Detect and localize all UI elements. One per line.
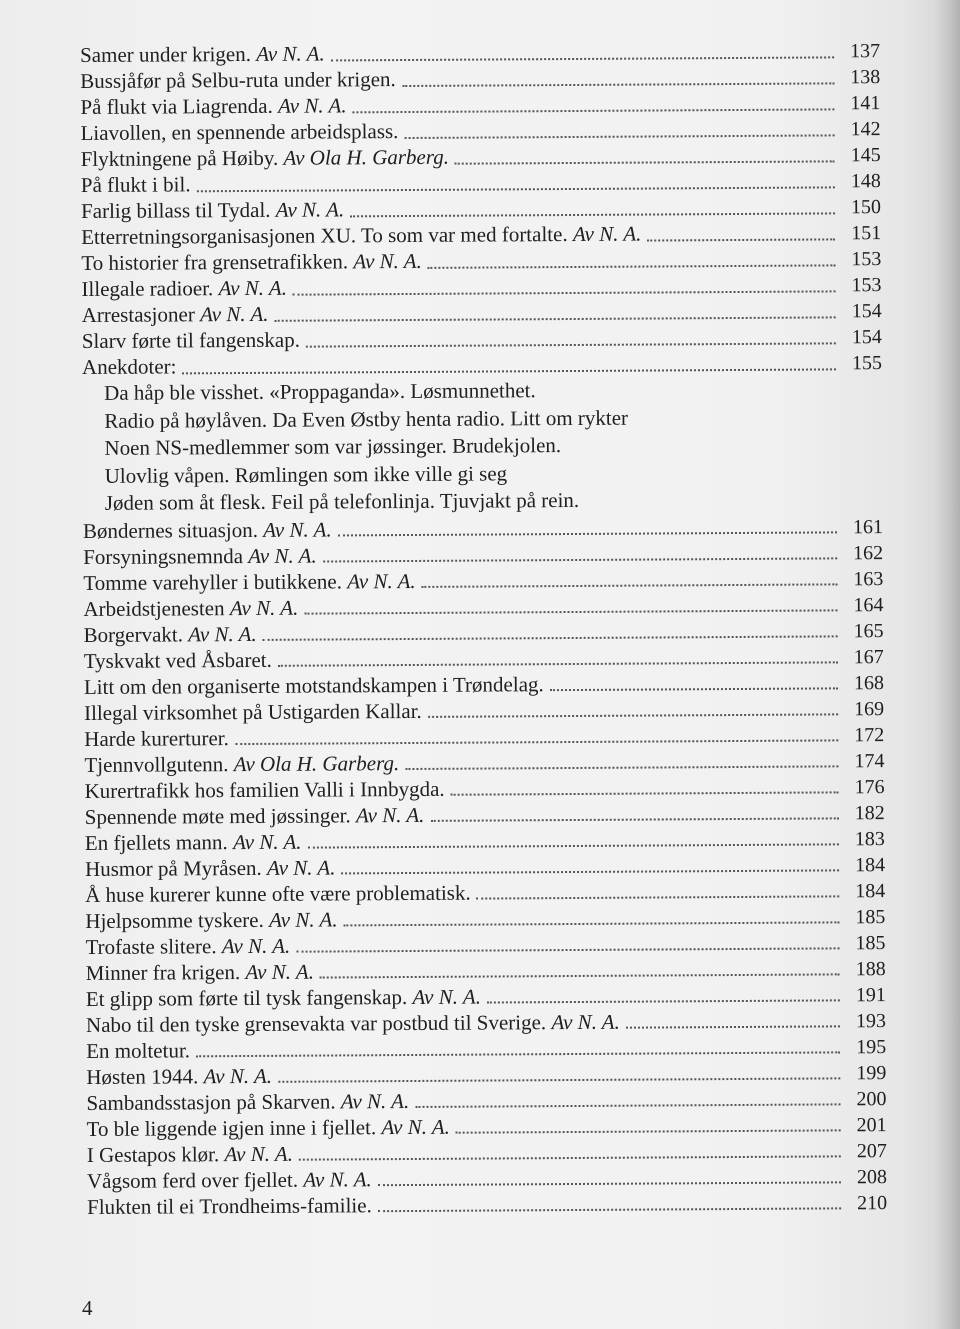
toc-entry-author: Av N. A. — [218, 275, 288, 301]
toc-entry-page: 176 — [854, 776, 885, 799]
anecdote-line: Da håp ble visshet. «Proppaganda». Løsmunnethet. — [104, 378, 536, 405]
toc-entry-page: 142 — [850, 118, 881, 141]
toc-entry-title-line — [86, 1063, 272, 1090]
dot-leader — [378, 1181, 841, 1187]
toc-entry-title-line — [82, 301, 269, 328]
dot-leader — [304, 609, 837, 615]
toc-entry-author: Av N. A. — [232, 829, 302, 855]
toc-entry-page: 150 — [850, 196, 882, 219]
toc-entry-title-line — [85, 854, 336, 882]
toc-entry-page: 153 — [851, 274, 882, 297]
toc-entry-page: 163 — [853, 568, 884, 591]
toc-entry-title-line — [81, 248, 422, 276]
toc-entry-page: 165 — [853, 620, 884, 643]
toc-entry-page: 162 — [853, 542, 884, 565]
dot-leader — [182, 367, 836, 374]
dot-leader — [405, 765, 838, 771]
dot-leader — [275, 315, 836, 321]
toc-entry-title-line — [85, 933, 290, 960]
toc-entry-title: Samer under krigen. — [80, 41, 252, 67]
dot-leader — [344, 921, 840, 927]
toc-entry-title: Høsten 1944. — [86, 1064, 199, 1089]
dot-leader — [477, 895, 840, 900]
toc-entry-title-line — [87, 1114, 450, 1142]
toc-entry-author: Av N. A. — [203, 1063, 273, 1089]
toc-entry-author: Av Ola H. Garberg. — [233, 751, 400, 777]
toc-entry-title-line — [86, 1037, 190, 1064]
toc-entry-title: På flukt i bil. — [80, 172, 191, 197]
toc-entry-title-line — [84, 750, 399, 778]
toc-entry-title-line — [84, 698, 422, 726]
toc-entry-title-line — [85, 802, 425, 830]
toc-entry-title-line — [82, 327, 300, 354]
toc-entry-title: To ble liggende igjen inne i fjellet. — [86, 1115, 377, 1141]
toc-entry-page: 207 — [856, 1140, 887, 1163]
anecdote-line: Jøden som åt flesk. Feil på telefonlinja. Tjuvjakt på rein. — [104, 488, 580, 516]
dot-leader — [428, 713, 838, 719]
toc-entry-title: Et glipp som førte til tysk fangenskap. — [85, 984, 408, 1011]
toc-entry-author: Av N. A. — [412, 984, 481, 1009]
page-number: 4 — [82, 1296, 93, 1320]
toc-entry-page: 145 — [850, 144, 881, 167]
dot-leader — [308, 843, 839, 849]
toc-entry-title-line — [83, 516, 332, 544]
toc-entry-page: 184 — [855, 880, 886, 903]
toc-entry-title: Å huse kurerer kunne ofte være problematisk. — [85, 880, 471, 907]
dot-leader — [278, 661, 838, 667]
page-edge-shadow — [934, 0, 960, 1329]
toc-entry-author: Av N. A. — [263, 517, 332, 542]
toc-entry-page: 195 — [856, 1036, 887, 1059]
toc-entry-author: Av N. A. — [269, 907, 338, 932]
toc-entry-title: Sambandsstasjon på Skarven. — [86, 1089, 336, 1115]
toc-entry-page: 172 — [854, 724, 885, 747]
toc-entry-author: Av N. A. — [381, 1114, 450, 1140]
dot-leader — [299, 1155, 841, 1161]
toc-entry-title: Forsyningsnemnda — [83, 543, 244, 569]
toc-entry-title-line — [83, 595, 298, 622]
toc-entry-author: Av N. A. — [551, 1009, 620, 1035]
dot-leader — [404, 133, 834, 139]
toc-entry-title: Farlig billass til Tydal. — [80, 197, 271, 223]
dot-leader — [196, 1051, 840, 1058]
toc-entry-title-line — [80, 92, 346, 120]
toc-entry-title-line — [84, 647, 272, 674]
toc-entry-title: Liavollen, en spennende arbeidsplass. — [80, 119, 399, 145]
anecdote-line: Ulovlig våpen. Rømlingen som ikke ville gi seg — [104, 461, 508, 488]
dot-leader — [320, 973, 840, 979]
dot-leader — [338, 531, 837, 537]
dot-leader — [350, 211, 835, 217]
dot-leader — [235, 739, 838, 746]
dot-leader — [550, 687, 838, 692]
toc-entry-title: Etterretningsorganisasjonen XU. To som var med fortalte. — [81, 222, 568, 249]
toc-entry-title-line — [82, 353, 177, 380]
dot-leader — [353, 107, 835, 113]
toc-entry-author: Av N. A. — [248, 543, 317, 568]
toc-entry-author: Av N. A. — [245, 959, 314, 984]
dot-leader — [451, 791, 839, 796]
toc-entry-title: Spennende møte med jøssinger. — [84, 803, 351, 829]
toc-entry-page: 154 — [851, 326, 882, 349]
toc-entry — [87, 1189, 887, 1220]
dot-leader — [428, 263, 836, 268]
toc-entry-author: Av N. A. — [199, 301, 269, 327]
toc-entry-title-line — [84, 725, 229, 752]
toc-entry-title-line — [80, 66, 396, 94]
toc-entry-title: Flukten til ei Trondheims-familie. — [87, 1193, 372, 1219]
toc-entry-title-line — [81, 144, 449, 172]
toc-entry-title: Tyskvakt ved Åsbaret. — [83, 647, 272, 673]
toc-entry-page: 151 — [851, 222, 882, 245]
toc-entry-title: Vågsom ferd over fjellet. — [86, 1167, 299, 1193]
toc-entry-title-line — [85, 829, 302, 856]
toc-entry-page: 167 — [853, 646, 884, 669]
toc-entry-page: 161 — [852, 516, 884, 539]
toc-entry-title-line — [85, 880, 471, 908]
toc-entry-title-line — [85, 906, 337, 934]
toc-entry-title-line — [84, 671, 544, 700]
dot-leader — [415, 1103, 840, 1109]
dot-leader — [430, 817, 838, 822]
dot-leader — [263, 635, 838, 642]
toc-entry-page: 164 — [853, 594, 884, 617]
dot-leader — [278, 1077, 840, 1083]
toc-entry-title: Tomme varehyller i butikkene. — [83, 569, 342, 595]
dot-leader — [323, 557, 837, 563]
toc-entry-title-line — [86, 1009, 620, 1038]
table-of-contents — [80, 37, 887, 1220]
dot-leader — [296, 947, 839, 953]
toc-entry-page: 168 — [853, 672, 884, 695]
toc-entry-title: Husmor på Myråsen. — [84, 855, 262, 881]
toc-entry-author: Av N. A. — [229, 595, 299, 621]
dot-leader — [378, 1207, 841, 1213]
toc-entry-title-line — [83, 568, 415, 596]
toc-entry-title: En fjellets mann. — [84, 830, 228, 855]
toc-entry-page: 199 — [856, 1062, 887, 1085]
toc-entry-title-line — [87, 1166, 372, 1194]
toc-entry-author: Av N. A. — [221, 933, 291, 959]
toc-entry-title-line — [81, 275, 287, 302]
toc-entry-title: Bøndernes situasjon. — [82, 517, 259, 543]
toc-entry-title: Hjelpsomme tyskere. — [85, 907, 264, 933]
toc-entry-page: 182 — [854, 802, 885, 825]
toc-entry-title: Trofaste slitere. — [85, 934, 217, 959]
toc-entry-page: 191 — [855, 984, 886, 1007]
toc-entry-author: Av N. A. — [278, 93, 347, 118]
toc-entry-title-line — [83, 543, 317, 570]
toc-entry-page: 210 — [857, 1192, 888, 1215]
toc-entry-page: 185 — [855, 932, 886, 955]
dot-leader — [487, 999, 840, 1004]
toc-entry-page: 200 — [856, 1088, 887, 1111]
toc-entry-title-line — [80, 118, 398, 146]
toc-entry-page: 193 — [855, 1010, 887, 1033]
dot-leader — [456, 1129, 841, 1134]
anecdote-line: Radio på høylåven. Da Even Østby henta radio. Litt om rykter — [104, 405, 629, 433]
toc-entry-author: Av N. A. — [256, 41, 325, 66]
dot-leader — [402, 81, 834, 87]
toc-entry-page: 201 — [856, 1114, 887, 1137]
toc-entry-author: Av N. A. — [188, 621, 257, 647]
toc-entry-title: Kurertrafikk hos familien Valli i Innbygda. — [84, 776, 445, 803]
toc-entry-author: Av N. A. — [303, 1167, 372, 1192]
toc-entry-page: 137 — [850, 40, 881, 63]
toc-entry-page: 208 — [856, 1166, 888, 1189]
dot-leader — [306, 341, 836, 347]
toc-entry-title: Bussjåfør på Selbu-ruta under krigen. — [80, 67, 396, 93]
toc-entry-page: 169 — [854, 698, 885, 721]
toc-entry-page: 148 — [850, 170, 881, 193]
toc-entry-author: Av N. A. — [347, 568, 416, 594]
dot-leader — [626, 1025, 840, 1029]
toc-entry-title-line — [81, 221, 641, 250]
toc-entry-author: Av N. A. — [572, 221, 642, 246]
toc-entry-title-line — [80, 41, 325, 68]
toc-entry-page: 184 — [854, 854, 886, 877]
toc-entry-title-line — [81, 171, 191, 198]
toc-entry-title-line — [81, 196, 344, 224]
toc-entry-author: Av N. A. — [275, 197, 345, 222]
toc-entry-page: 174 — [854, 750, 885, 773]
toc-entry-author: Av N. A. — [340, 1088, 410, 1114]
toc-entry-title: I Gestapos klør. — [86, 1142, 220, 1167]
toc-entry-title-line — [87, 1192, 372, 1220]
toc-entry-title: Tjennvollgutenn. — [84, 752, 229, 777]
toc-entry-author: Av N. A. — [353, 248, 422, 274]
anecdote-line: Noen NS-medlemmer som var jøssinger. Brudekjolen. — [104, 433, 562, 461]
toc-entry-title: Litt om den organiserte motstandskampen i Trøndelag. — [83, 672, 544, 699]
toc-entry-title-line — [87, 1141, 293, 1168]
toc-entry-title: Nabo til den tyske grensevakta var postbud til Sverige. — [85, 1010, 547, 1037]
toc-entry-title: Slarv førte til fangenskap. — [81, 327, 301, 353]
toc-entry-page: 155 — [851, 352, 883, 375]
dot-leader — [197, 185, 835, 192]
toc-entry-page: 141 — [850, 92, 881, 115]
toc-entry-title: På flukt via Liagrenda. — [80, 93, 273, 119]
toc-entry-title: Minner fra krigen. — [85, 960, 241, 985]
toc-entry-page: 138 — [850, 66, 881, 89]
dot-leader — [341, 869, 839, 875]
toc-entry-page: 153 — [851, 248, 882, 271]
toc-entry-page: 185 — [855, 906, 886, 929]
toc-entry-title: Harde kurerturer. — [84, 726, 229, 751]
dot-leader — [331, 55, 834, 61]
dot-leader — [647, 237, 835, 241]
toc-entry-title: En moltetur. — [86, 1038, 191, 1063]
toc-entry-title: Anekdoter: — [81, 354, 177, 379]
toc-entry-author: Av N. A. — [355, 802, 425, 828]
toc-entry-title-line — [84, 776, 444, 804]
toc-entry-author: Av N. A. — [266, 855, 336, 880]
dot-leader — [455, 159, 835, 164]
toc-entry-title: To historier fra grensetrafikken. — [81, 249, 349, 275]
toc-entry-title-line — [86, 1088, 409, 1116]
toc-entry-page: 183 — [854, 828, 885, 851]
dot-leader — [293, 289, 836, 295]
toc-entry-title: Arrestasjoner — [81, 302, 195, 327]
toc-entry-title-line — [86, 984, 481, 1012]
toc-entry-title-line — [86, 959, 314, 986]
toc-entry-title: Arbeidstjenesten — [83, 596, 225, 621]
toc-entry-title: Illegale radioer. — [81, 276, 214, 301]
dot-leader — [422, 583, 838, 589]
toc-entry-page: 188 — [855, 958, 886, 981]
toc-entry-author: Av Ola H. Garberg. — [283, 144, 450, 170]
toc-entry-page: 154 — [851, 300, 882, 323]
toc-entry-title: Illegal virksomhet på Ustigarden Kallar. — [84, 698, 422, 725]
toc-entry-title: Borgervakt. — [83, 622, 184, 647]
toc-entry-title-line — [84, 621, 257, 648]
toc-entry-title: Flyktningene på Høiby. — [80, 145, 279, 171]
toc-entry-author: Av N. A. — [224, 1141, 293, 1167]
